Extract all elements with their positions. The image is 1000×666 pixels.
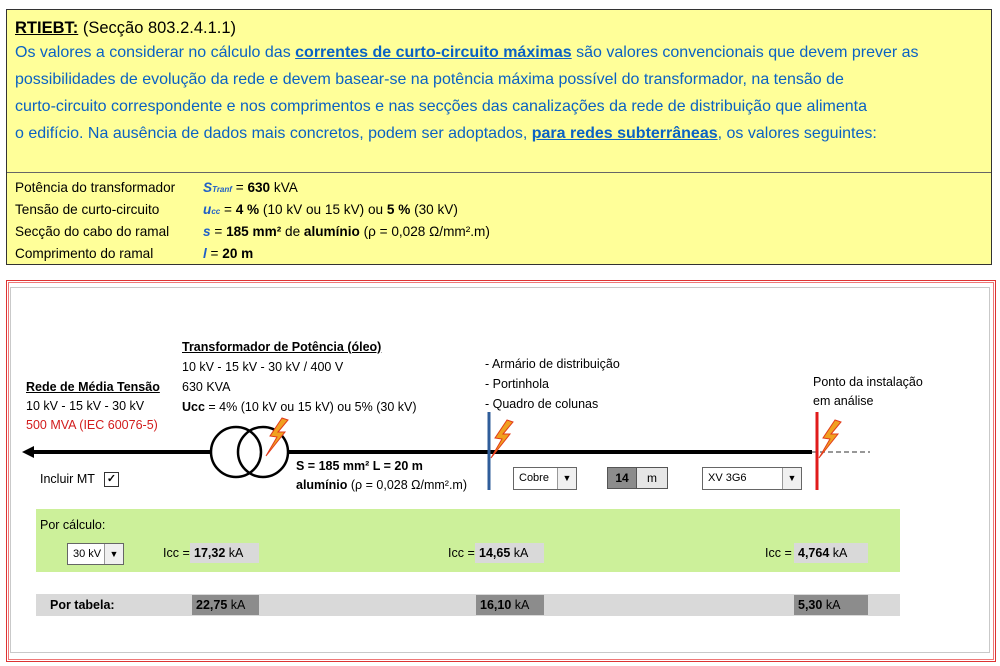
transformer-primary-coil-icon (211, 427, 261, 477)
cable-material-rest: (ρ = 0,028 Ω/mm².m) (347, 478, 468, 492)
heading-reference: RTIEBT: (15, 19, 79, 37)
para-emphasis-redes: para redes subterrâneas (531, 125, 718, 142)
icc-unit: kA (832, 546, 848, 560)
para-text: o edifício. Na ausência de dados mais concretos, podem ser adoptados, (15, 125, 532, 142)
chevron-down-icon[interactable]: ▼ (782, 468, 801, 489)
icc-unit: kA (228, 546, 244, 560)
chevron-down-icon[interactable]: ▼ (104, 544, 123, 564)
analysis-point-line2: em análise (813, 394, 874, 408)
material-select[interactable] (513, 467, 577, 490)
param-rest: de (281, 224, 304, 239)
param-tail: (30 kV) (410, 202, 458, 217)
icc-value-transformer (190, 543, 259, 563)
param-bold-value-2: 5 % (386, 202, 411, 217)
param-subscript: Tranf (212, 185, 232, 194)
voltage-select[interactable] (67, 543, 124, 565)
calculation-band (36, 509, 900, 572)
icc-label-transformer: Icc = (163, 546, 190, 560)
icc-value-cabinet (475, 543, 544, 563)
table-value: 16,10 (480, 598, 512, 612)
table-unit: kA (825, 598, 841, 612)
mt-line-arrow-icon (22, 446, 34, 458)
cable-material (296, 478, 467, 492)
param-rest: kVA (270, 180, 298, 195)
cabinet-item-quadro: - Quadro de colunas (485, 397, 599, 411)
mt-voltages: 10 kV - 15 kV - 30 kV (26, 399, 145, 413)
ucc-label: Ucc (182, 400, 205, 414)
calc-label: Por cálculo: (40, 518, 106, 532)
icc-calc-value: 4,764 (798, 546, 830, 560)
mt-title: Rede de Média Tensão (26, 380, 160, 394)
table-value-cabinet (476, 595, 544, 615)
transformer-voltages: 10 kV - 15 kV - 30 kV / 400 V (182, 360, 344, 374)
param-label: Secção do cabo do ramal (15, 224, 170, 239)
length-unit: m (637, 467, 668, 489)
table-unit: kA (230, 598, 246, 612)
cabinet-item-armario: - Armário de distribuição (485, 357, 620, 371)
icc-unit: kA (513, 546, 529, 560)
para-text: são valores convencionais que devem prever as (571, 44, 919, 61)
icc-calc-value: 17,32 (194, 546, 226, 560)
icc-calc-value: 14,65 (479, 546, 511, 560)
param-bold-value: 20 m (222, 246, 254, 261)
cable-spec: S = 185 mm² L = 20 m (296, 459, 423, 473)
table-unit: kA (514, 598, 530, 612)
table-band (36, 594, 900, 616)
param-label: Tensão de curto-circuito (15, 202, 160, 217)
table-label: Por tabela: (50, 598, 115, 612)
para-emphasis-correntes: correntes de curto-circuito máximas (295, 44, 572, 61)
table-value: 5,30 (798, 598, 823, 612)
para-text: Os valores a considerar no cálculo das (15, 44, 296, 61)
cable-material-bold: alumínio (296, 478, 348, 492)
param-symbol: l (203, 246, 207, 261)
ucc-text: = 4% (10 kV ou 15 kV) ou 5% (30 kV) (204, 400, 417, 414)
param-symbol: u (203, 202, 212, 217)
param-bold-value: 185 mm² (226, 224, 282, 239)
voltage-select-value: 30 kV (73, 548, 102, 560)
transformer-ucc (182, 400, 417, 414)
param-label: Potência do transformador (15, 180, 176, 195)
param-equals: = (220, 202, 236, 217)
table-value: 22,75 (196, 598, 228, 612)
transformer-power: 630 KVA (182, 380, 231, 394)
param-symbol: s (203, 224, 211, 239)
param-subscript: cc (211, 207, 221, 216)
include-mt-checkbox[interactable]: ✓ (104, 472, 119, 487)
mt-power (26, 418, 158, 432)
param-label: Comprimento do ramal (15, 246, 154, 261)
icc-label-cabinet: Icc = (448, 546, 475, 560)
heading-section: (Secção 803.2.4.1.1) (82, 19, 237, 37)
mt-standard: (IEC 60076-5) (79, 418, 158, 432)
include-mt-label: Incluir MT (40, 472, 95, 486)
chevron-down-icon[interactable]: ▼ (557, 468, 576, 489)
cable-type-select[interactable] (702, 467, 802, 490)
info-paragraph-line-3: curto-circuito correspondente e nos comprimentos e nas secções das canalizações da rede de distribuição que alimenta (15, 98, 868, 115)
param-symbol: S (203, 180, 213, 195)
para-text: , os valores seguintes: (717, 125, 877, 142)
transformer-title: Transformador de Potência (óleo) (182, 340, 382, 354)
param-tail: (ρ = 0,028 Ω/mm².m) (359, 224, 490, 239)
short-circuit-spark-icon (266, 418, 288, 456)
param-equals: = (231, 180, 248, 195)
param-equals: = (210, 224, 227, 239)
param-rest: (10 kV ou 15 kV) ou (259, 202, 387, 217)
length-input[interactable]: 14 (607, 467, 637, 489)
cabinet-item-portinhola: - Portinhola (485, 377, 549, 391)
info-paragraph-line-2: possibilidades de evolução da rede e devem basear-se na potência máxima possível do transformador, na tensão de (15, 71, 844, 88)
cable-type-select-value: XV 3G6 (708, 472, 747, 484)
param-bold-value: 630 (247, 180, 271, 195)
param-bold-value-2: alumínio (303, 224, 360, 239)
mt-power-value: 500 MVA (26, 418, 76, 432)
icc-value-analysis-point (794, 543, 868, 563)
param-equals: = (206, 246, 223, 261)
table-value-analysis-point (794, 595, 868, 615)
material-select-value: Cobre (519, 472, 549, 484)
analysis-point-line1: Ponto da instalação (813, 375, 923, 389)
table-value-transformer (192, 595, 259, 615)
icc-label-analysis-point: Icc = (765, 546, 792, 560)
param-bold-value: 4 % (235, 202, 260, 217)
